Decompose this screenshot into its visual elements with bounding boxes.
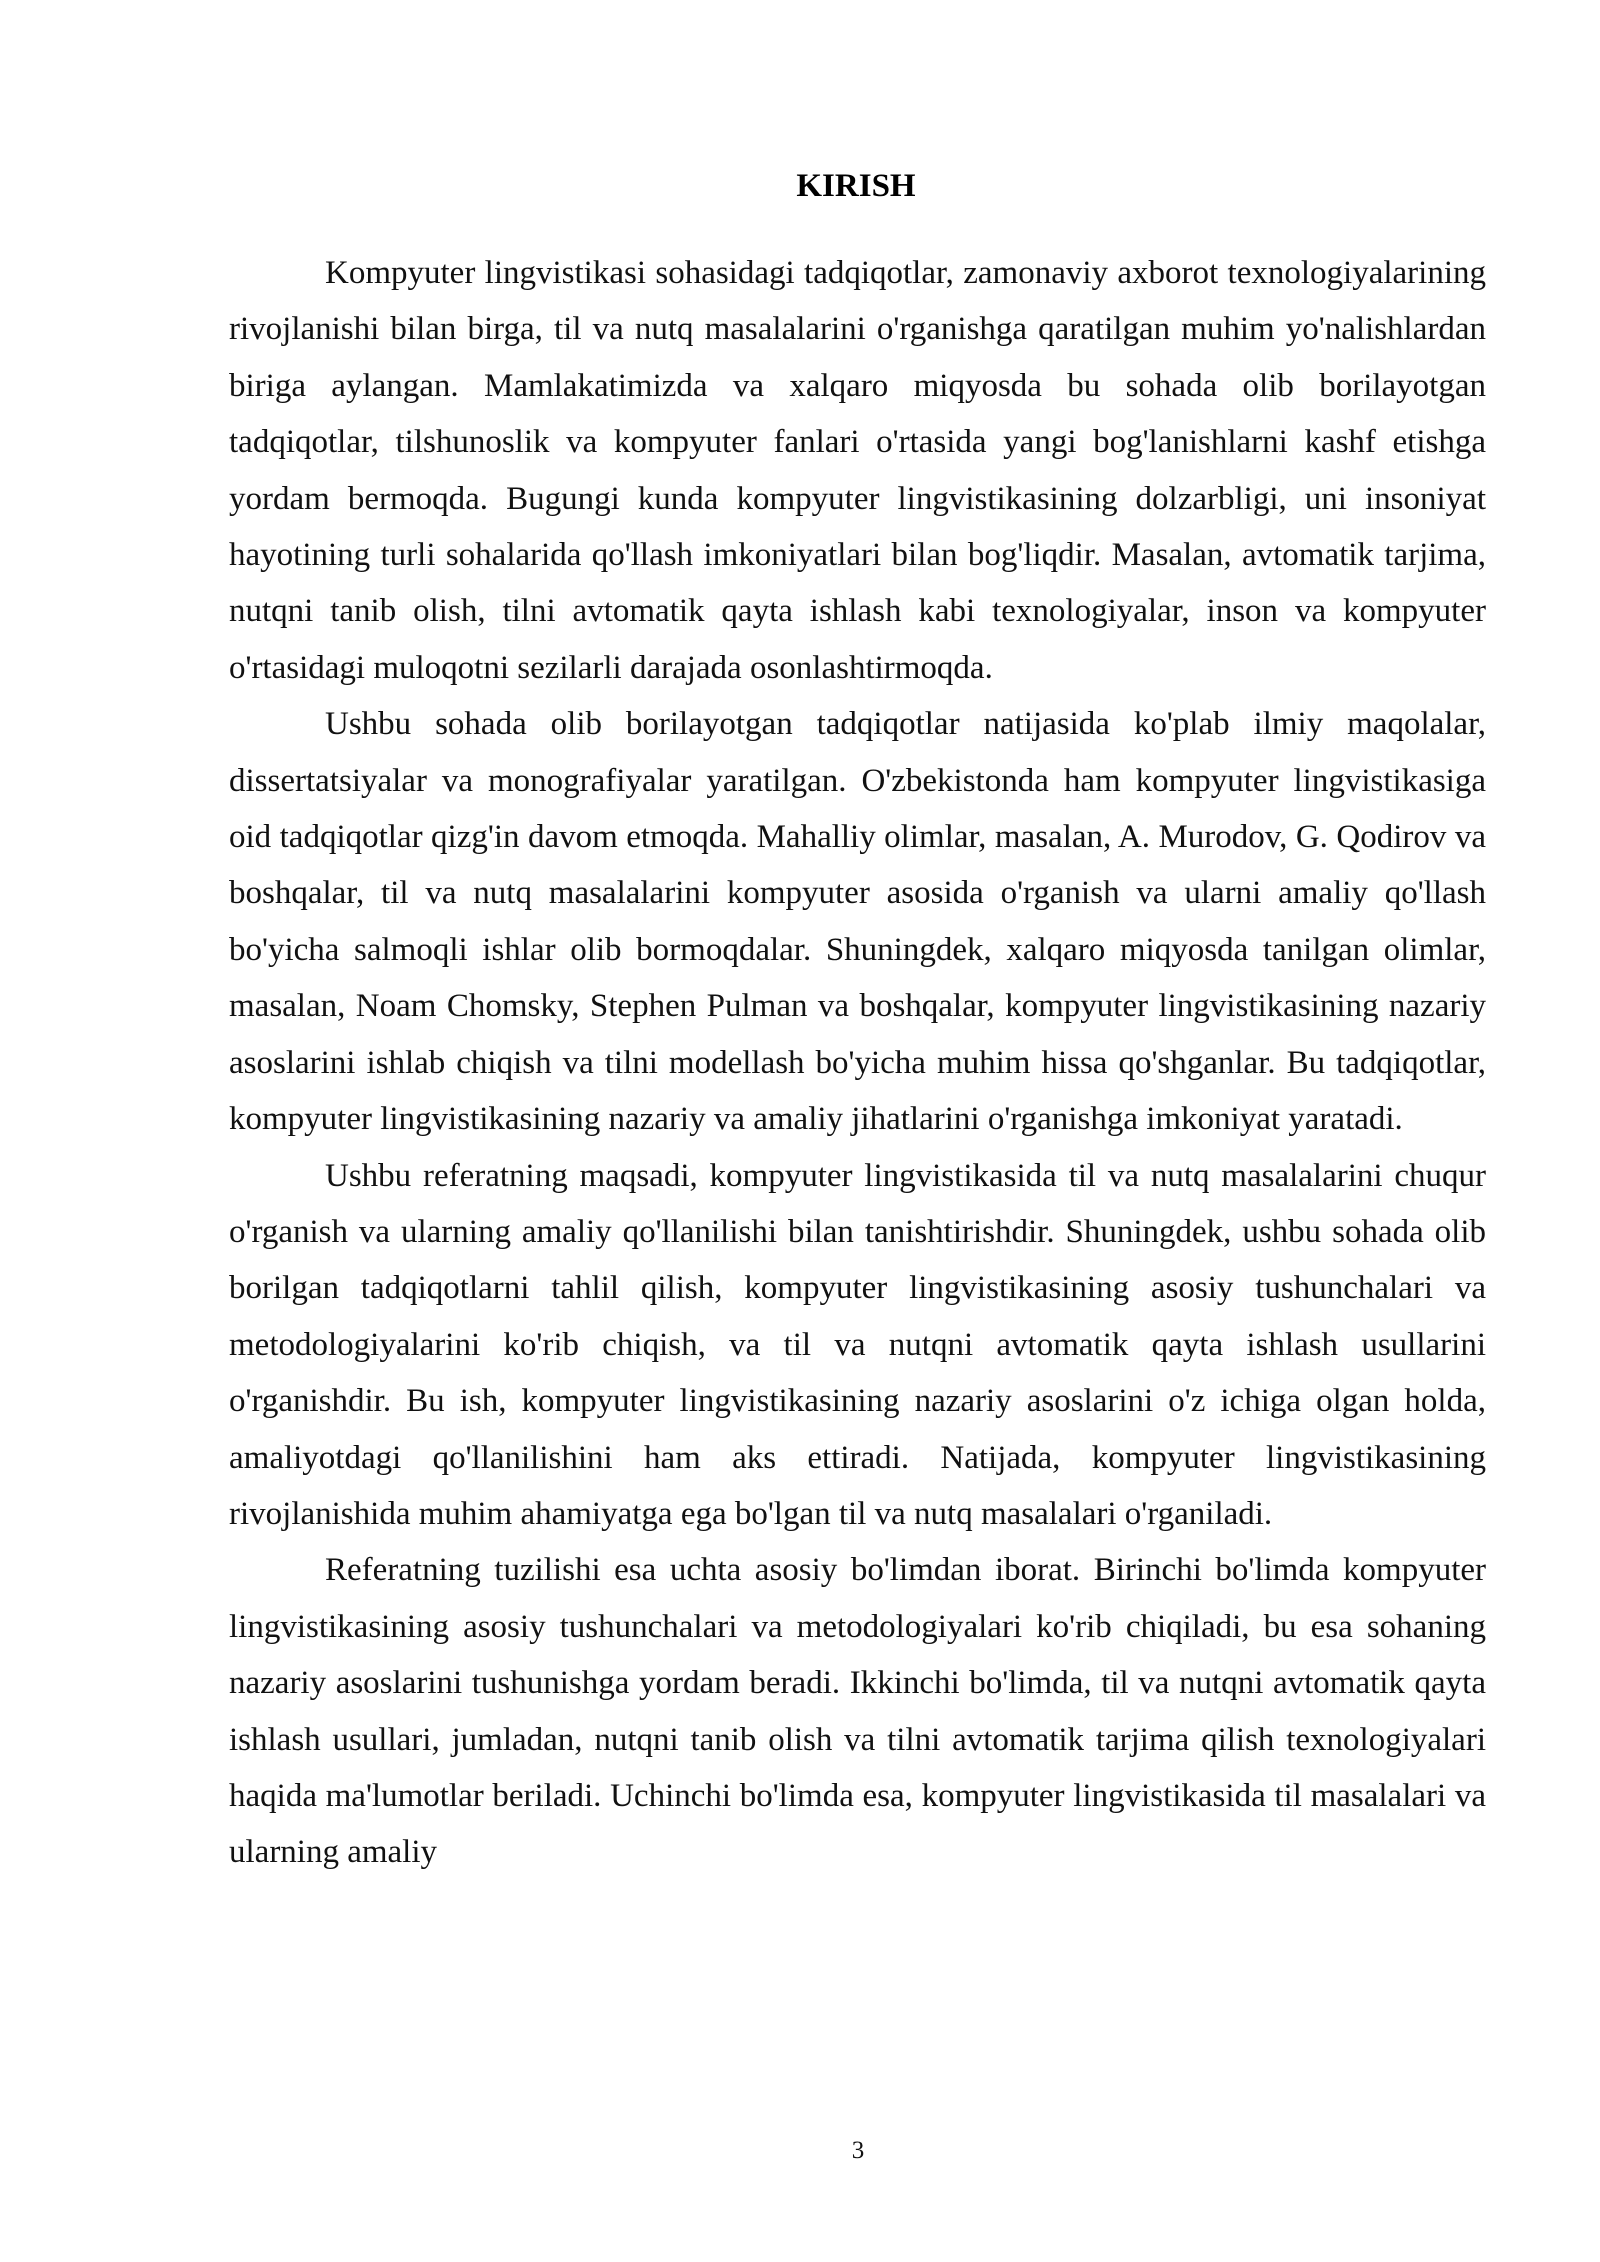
paragraph-3: Ushbu referatning maqsadi, kompyuter lingvistikasida til va nutq masalalarini chuqur o'rganish va ularning amaliy qo'llanilishi bilan tanishtirishdir. Shuningdek, ushbu sohada olib borilgan tadqiqotlarni tahlil qilish, kompyuter lingvistikasining asosiy tushunchalari va metodologiyalarini ko'rib chiqish, va til va nutqni avtomatik qayta ishlash usullarini o'rganishdir. Bu ish, kompyuter lingvistikasining nazariy asoslarini o'z ichiga olgan holda, amaliyotdagi qo'llanilishini ham aks ettiradi. Natijada, kompyuter lingvistikasining rivojlanishida muhim ahamiyatga ega bo'lgan til va nutq masalalari o'rganiladi. [229,1157,1486,1532]
paragraph-2: Ushbu sohada olib borilayotgan tadqiqotlar natijasida ko'plab ilmiy maqolalar, dissertatsiyalar va monografiyalar yaratilgan. O'zbekistonda ham kompyuter lingvistikasiga oid tadqiqotlar qizg'in davom etmoqda. Mahalliy olimlar, masalan, A. Murodov, G. Qodirov va boshqalar, til va nutq masalalarini kompyuter asosida o'rganish va ularni amaliy qo'llash bo'yicha salmoqli ishlar olib bormoqdalar. Shuningdek, xalqaro miqyosda tanilgan olimlar, masalan, Noam Chomsky, Stephen Pulman va boshqalar, kompyuter lingvistikasining nazariy asoslarini ishlab chiqish va tilni modellash bo'yicha muhim hissa qo'shganlar. Bu tadqiqotlar, kompyuter lingvistikasining nazariy va amaliy jihatlarini o'rganishga imkoniyat yaratadi. [229,706,1486,1138]
paragraph-1: Kompyuter lingvistikasi sohasidagi tadqiqotlar, zamonaviy axborot texnologiyalarining rivojlanishi bilan birga, til va nutq masalalarini o'rganishga qaratilgan muhim yo'nalishlardan biriga aylangan. Mamlakatimizda va xalqaro miqyosda bu sohada olib borilayotgan tadqiqotlar, tilshunoslik va kompyuter fanlari o'rtasida yangi bog'lanishlarni kashf etishga yordam bermoqda. Bugungi kunda kompyuter lingvistikasining dolzarbligi, uni insoniyat hayotining turli sohalarida qo'llash imkoniyatlari bilan bog'liqdir. Masalan, avtomatik tarjima, nutqni tanib olish, tilni avtomatik qayta ishlash kabi texnologiyalar, inson va kompyuter o'rtasidagi muloqotni sezilarli darajada osonlashtirmoqda. [229,255,1486,686]
body-text [229,245,1486,1881]
section-heading: KIRISH [796,168,916,204]
paragraph-4: Referatning tuzilishi esa uchta asosiy bo'limdan iborat. Birinchi bo'limda kompyuter lingvistikasining asosiy tushunchalari va metodologiyalari ko'rib chiqiladi, bu esa sohaning nazariy asoslarini tushunishga yordam beradi. Ikkinchi bo'limda, til va nutqni avtomatik qayta ishlash usullari, jumladan, nutqni tanib olish va tilni avtomatik tarjima qilish texnologiyalari haqida ma'lumotlar beriladi. Uchinchi bo'limda esa, kompyuter lingvistikasida til masalalari va ularning amaliy [229,1552,1486,1871]
page-number: 3 [851,2137,865,2164]
